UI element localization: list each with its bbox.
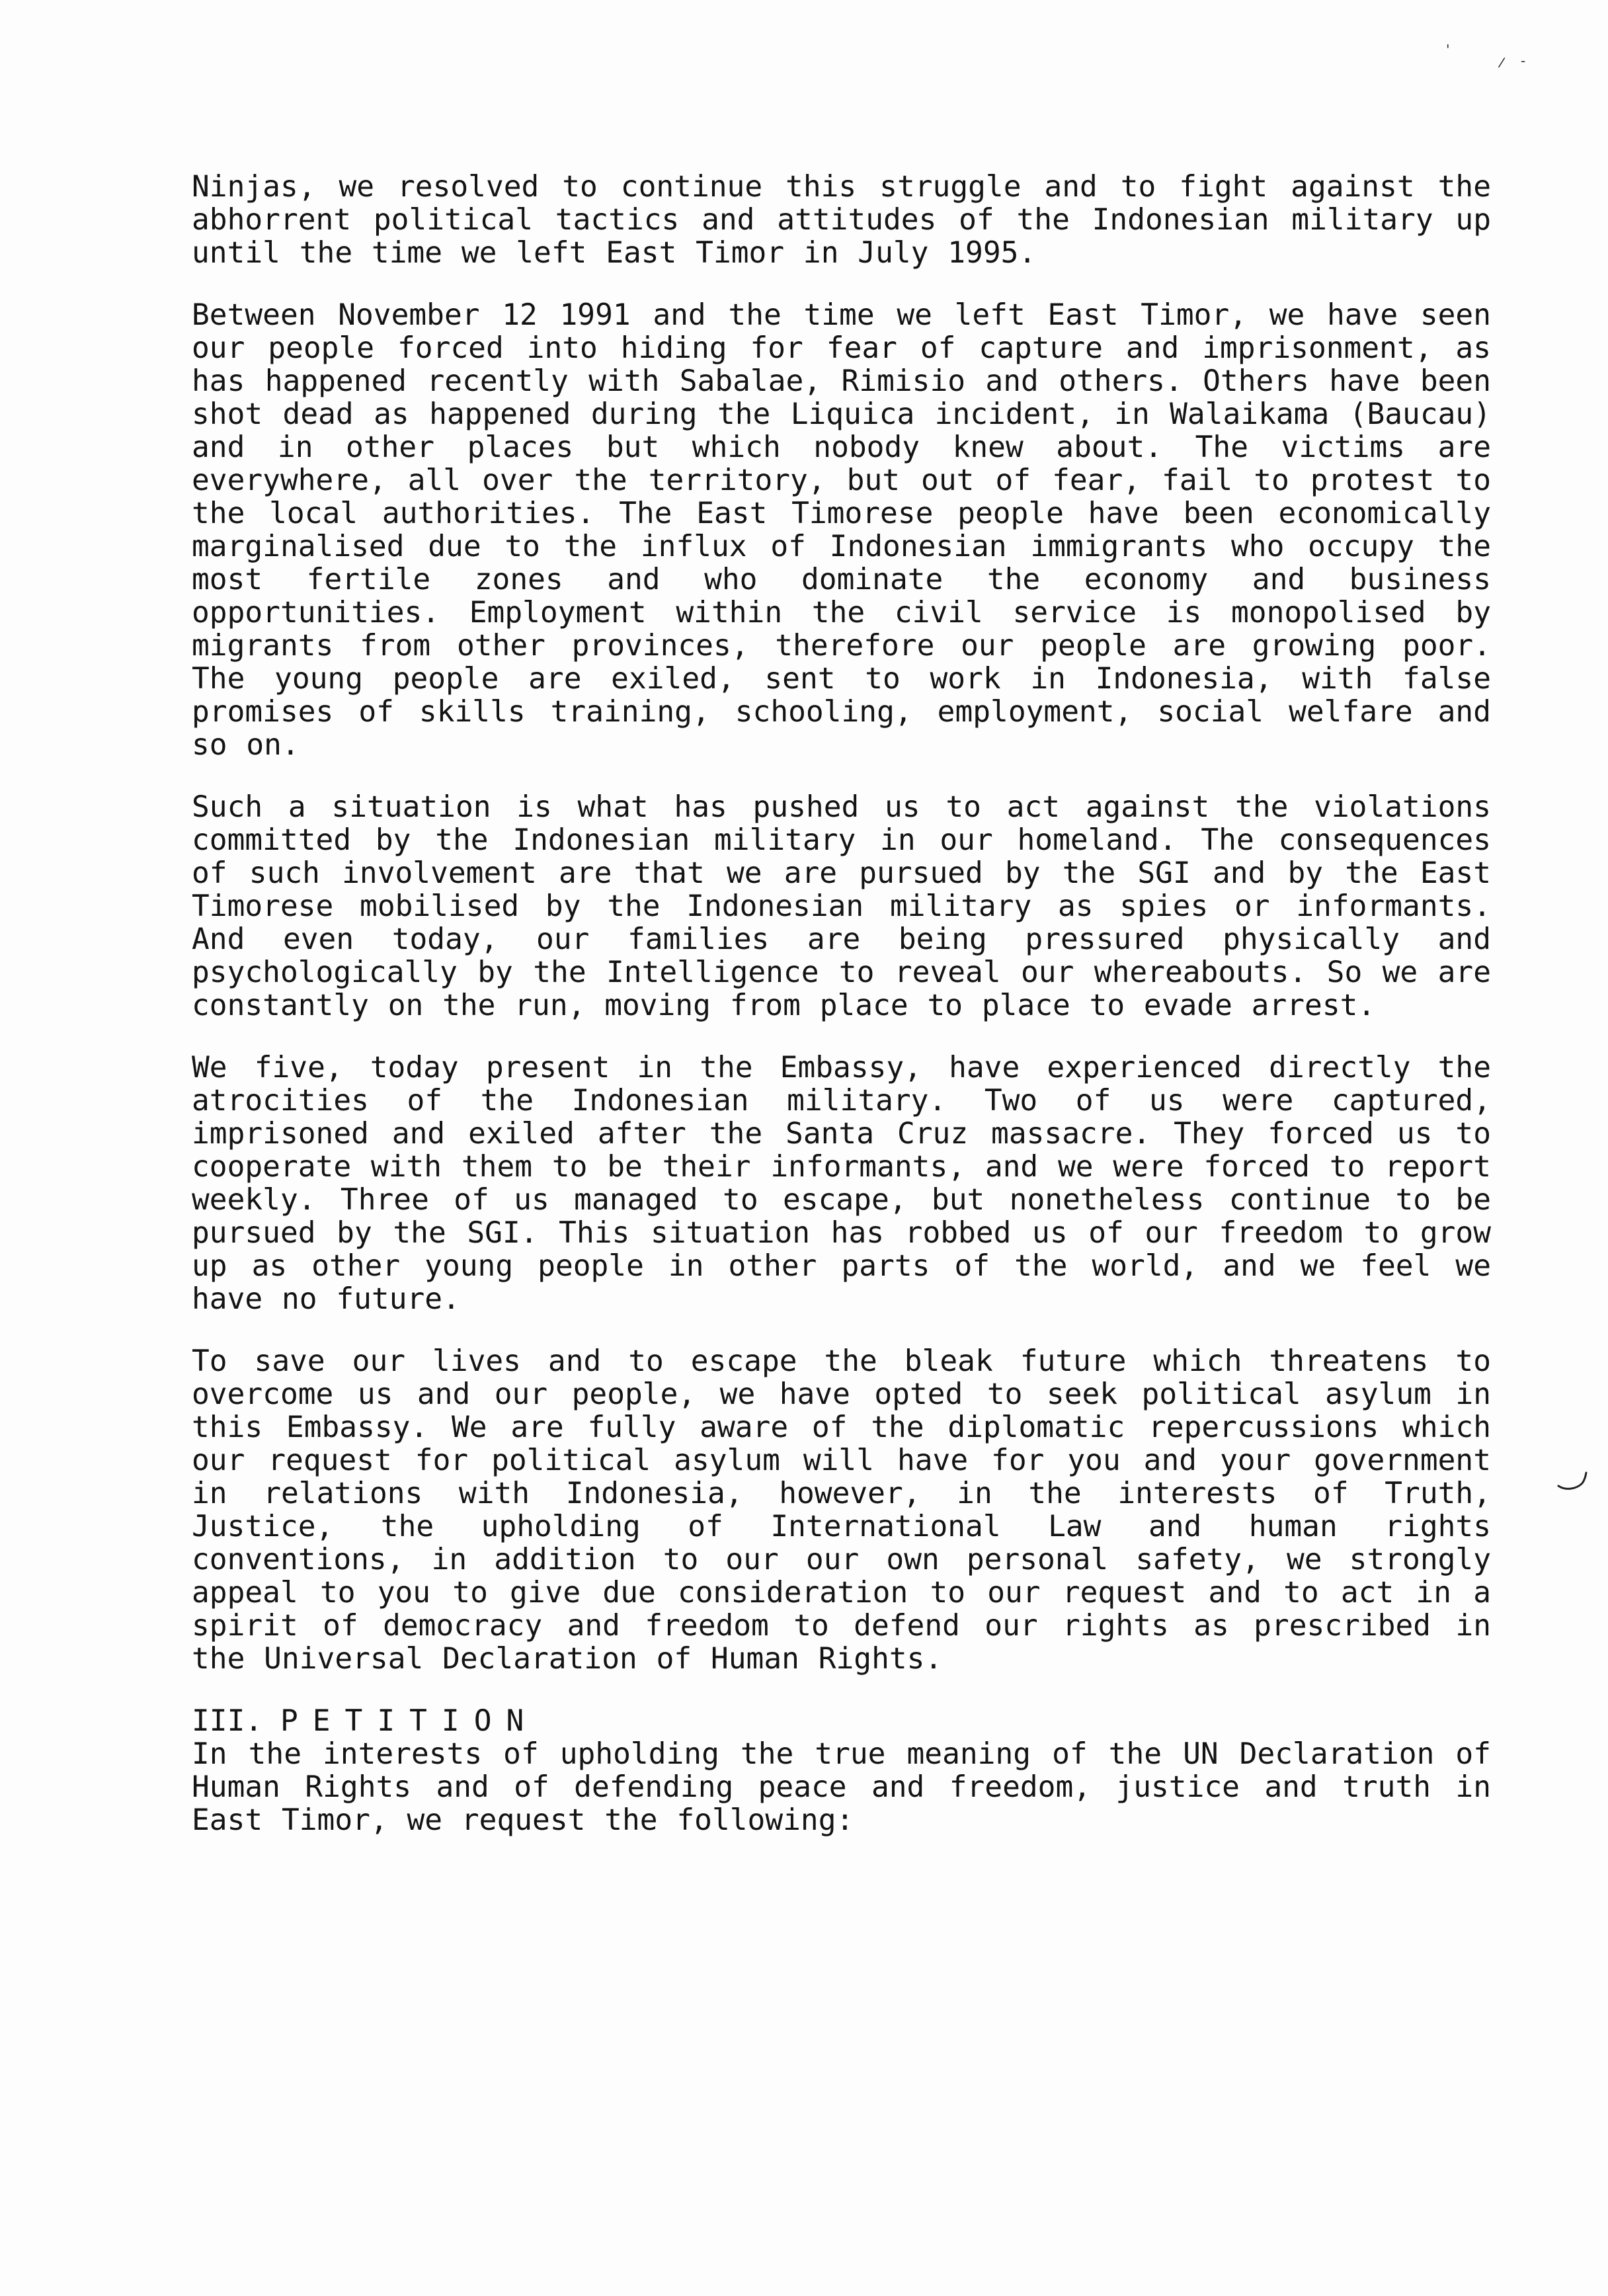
section-title: PETITION bbox=[280, 1704, 539, 1738]
section-number: III. bbox=[192, 1704, 263, 1738]
paragraph-2: Between November 12 1991 and the time we left East Timor, we have seen our people forced into hiding for fear of capture and imprisonment, as has happened recently with Sabalae, Rimisio and others. Others have been shot dead as happened during the Liquica incident, in Walaikama (Baucau) and in other places but which nobody knew about. The victims are everywhere, all over the territory, but out of fear, fail to protest to the local authorities. The East Timorese people have been economically marginalised due to the influx of Indonesian immigrants who occupy the most fertile zones and who dominate the economy and business opportunities. Employment within the civil service is monopolised by migrants from other provinces, therefore our people are growing poor. The young people are exiled, sent to work in Indonesia, with false promises of skills training, schooling, employment, social welfare and so on. bbox=[192, 298, 1491, 762]
petition-paragraph: In the interests of upholding the true meaning of the UN Declaration of Human Rights and of defending peace and freedom, justice and truth in East Timor, we request the following: bbox=[192, 1737, 1491, 1837]
corner-mark: - bbox=[1521, 53, 1526, 69]
paragraph-1: Ninjas, we resolved to continue this struggle and to fight against the abhorrent political tactics and attitudes of the Indonesian military up until the time we left East Timor in July 1995. bbox=[192, 170, 1491, 270]
paragraph-5: To save our lives and to escape the bleak future which threatens to overcome us and our people, we have opted to seek political asylum in this Embassy. We are fully aware of the diplomatic repercussions which our request for political asylum will have for you and your government in relations with Indonesia, however, in the interests of Truth, Justice, the upholding of International Law and human rights conventions, in addition to our our own personal safety, we strongly appeal to you to give due consideration to our request and to act in a spirit of democracy and freedom to defend our rights as prescribed in the Universal Declaration of Human Rights. bbox=[192, 1344, 1491, 1676]
paragraph-3: Such a situation is what has pushed us to act against the violations committed by the Indonesian military in our homeland. The consequences of such involvement are that we are pursued by the SGI and by the East Timorese mobilised by the Indonesian military as spies or informants. And even today, our families are being pressured physically and psychologically by the Intelligence to reveal our whereabouts. So we are constantly on the run, moving from place to place to evade arrest. bbox=[192, 790, 1491, 1022]
document-body bbox=[192, 171, 1491, 1837]
section-heading bbox=[192, 1705, 1491, 1738]
paragraph-4: We five, today present in the Embassy, have experienced directly the atrocities of the Indonesian military. Two of us were captured, imprisoned and exiled after the Santa Cruz massacre. They forced us to cooperate with them to be their informants, and we were forced to report weekly. Three of us managed to escape, but nonetheless continue to be pursued by the SGI. This situation has robbed us of our freedom to grow up as other young people in other parts of the world, and we feel we have no future. bbox=[192, 1051, 1491, 1316]
corner-mark: ' bbox=[1446, 42, 1450, 58]
margin-pen-mark bbox=[1557, 1471, 1588, 1491]
corner-mark: / bbox=[1498, 54, 1506, 71]
